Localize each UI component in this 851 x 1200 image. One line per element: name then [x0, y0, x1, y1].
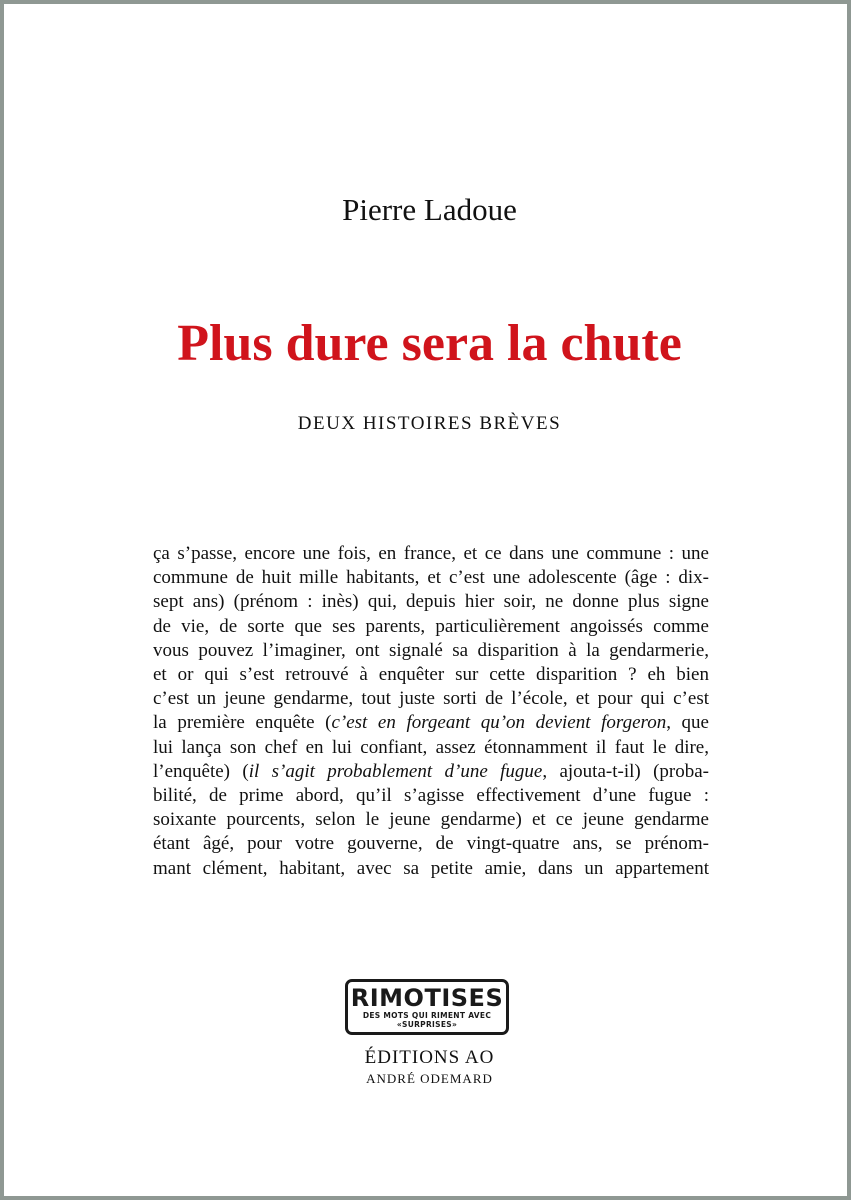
book-title: Plus dure sera la chute	[177, 315, 682, 372]
excerpt-run: , ajouta-t-il) (proba-	[542, 760, 709, 782]
excerpt-run: étant âgé, pour votre gouverne, de vingt-quatre ans, se prénom-	[153, 833, 709, 855]
excerpt-line	[153, 687, 709, 711]
publisher-person: ANDRÉ ODEMARD	[366, 1071, 493, 1086]
excerpt-line	[153, 736, 709, 760]
excerpt-text	[153, 542, 709, 881]
excerpt-run: c’est un jeune gendarme, tout juste sorti de l’école, et pour qui c’est	[153, 688, 709, 710]
excerpt-run: , que	[666, 712, 709, 734]
excerpt-run: l’enquête) (	[153, 760, 249, 782]
excerpt-run: mant clément, habitant, avec sa petite amie, dans un appartement	[153, 857, 709, 879]
publisher-name: ÉDITIONS AO	[364, 1047, 495, 1068]
excerpt-line	[153, 590, 709, 614]
excerpt-run: soixante pourcents, selon le jeune gendarme) et ce jeune gendarme	[153, 809, 709, 831]
author-name: Pierre Ladoue	[342, 192, 517, 227]
logo-tagline-2: «SURPRISES»	[396, 1020, 458, 1029]
excerpt-run: commune de huit mille habitants, et c’est une adolescente (âge : dix-	[153, 567, 709, 589]
excerpt-italic-run: il s’agit probablement d’une fugue	[248, 760, 543, 782]
excerpt-run: et or qui s’est retrouvé à enquêter sur cette disparition ? eh bien	[153, 664, 709, 686]
book-subtitle: DEUX HISTOIRES BRÈVES	[297, 413, 562, 434]
excerpt-run: sept ans) (prénom : inès) qui, depuis hier soir, ne donne plus signe	[153, 591, 709, 613]
excerpt-run: de vie, de sorte que ses parents, particulièrement angoissés comme	[153, 615, 709, 637]
excerpt-run: bilité, de prime abord, qu’il s’agisse effectivement d’une fugue :	[153, 785, 709, 807]
excerpt-line	[153, 832, 709, 856]
excerpt-line	[153, 639, 709, 663]
excerpt-run: vous pouvez l’imaginer, ont signalé sa disparition à la gendarmerie,	[153, 639, 709, 661]
excerpt-line	[153, 615, 709, 639]
excerpt-line	[153, 760, 709, 784]
excerpt-line	[153, 566, 709, 590]
excerpt-line	[153, 711, 709, 735]
excerpt-italic-run: c’est en forgeant qu’on devient forgeron	[331, 712, 667, 734]
excerpt-line	[153, 808, 709, 832]
excerpt-line	[153, 857, 709, 881]
excerpt-line	[153, 784, 709, 808]
excerpt-line	[153, 663, 709, 687]
logo-tagline-1: DES MOTS QUI RIMENT AVEC	[362, 1011, 492, 1020]
excerpt-run: ça s’passe, encore une fois, en france, et ce dans une commune : une	[153, 543, 709, 564]
logo-name: RIMOTISES	[350, 984, 504, 1012]
rimotises-logo	[345, 979, 509, 1035]
excerpt-line	[153, 542, 709, 566]
excerpt-run: la première enquête (	[153, 712, 332, 734]
excerpt-run: lui lança son chef en lui confiant, assez étonnamment il faut le dire,	[153, 736, 709, 758]
